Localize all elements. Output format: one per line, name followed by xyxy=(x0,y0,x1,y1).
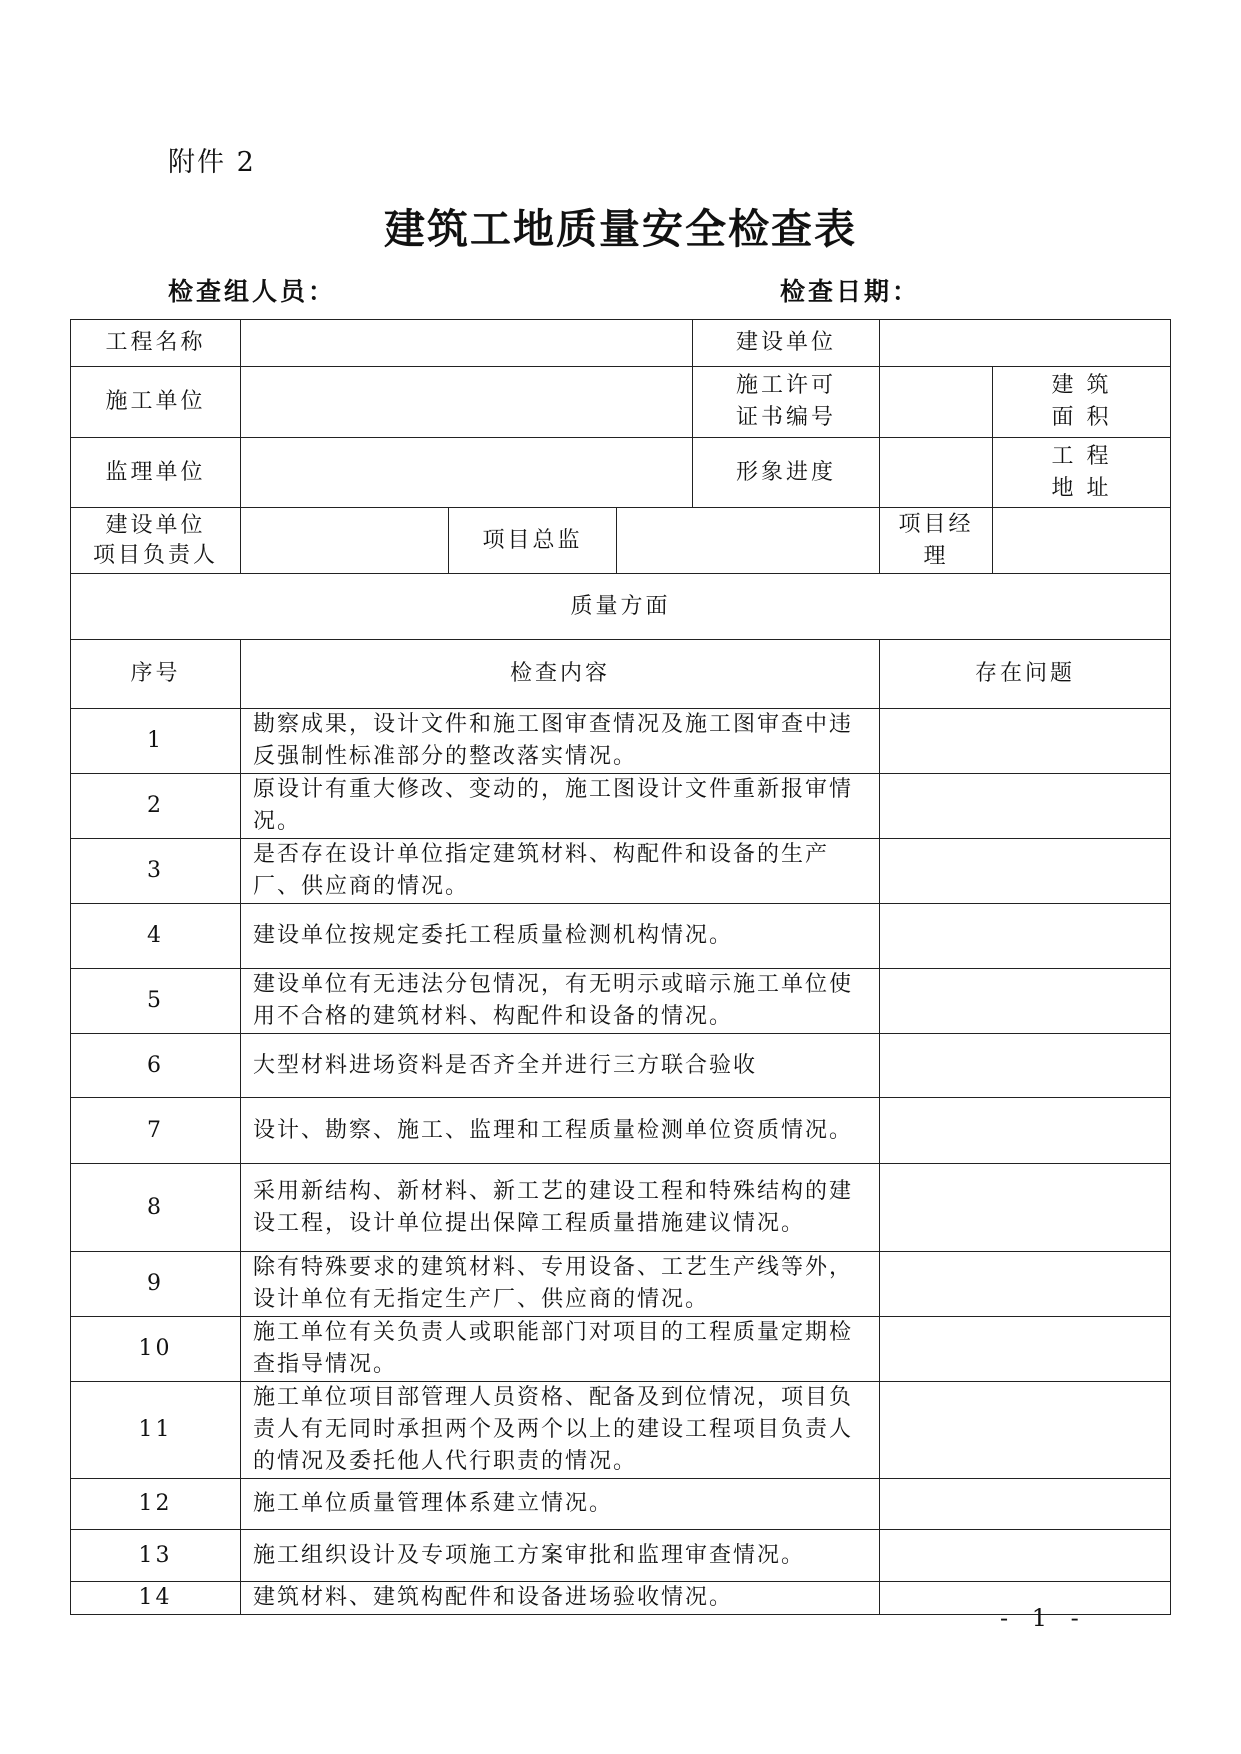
project-name-label: 工程名称 xyxy=(71,320,241,367)
inspection-date-label: 检查日期： xyxy=(780,277,921,306)
owner-unit-field[interactable] xyxy=(880,320,1171,367)
header-content: 检查内容 xyxy=(241,640,880,709)
owner-project-lead-field[interactable] xyxy=(241,508,449,574)
project-manager-field[interactable] xyxy=(993,508,1171,574)
row-content: 施工组织设计及专项施工方案审批和监理审查情况。 xyxy=(241,1530,880,1582)
header-no: 序号 xyxy=(71,640,241,709)
row-number: 2 xyxy=(71,774,241,839)
row-content: 施工单位有关负责人或职能部门对项目的工程质量定期检查指导情况。 xyxy=(241,1317,880,1382)
attachment-label: 附件 2 xyxy=(168,147,256,178)
table-row xyxy=(71,1317,1171,1382)
project-name-field[interactable] xyxy=(241,320,693,367)
inspectors-label: 检查组人员： xyxy=(168,277,337,306)
table-row xyxy=(71,1382,1171,1479)
row-number: 4 xyxy=(71,904,241,969)
header-issues: 存在问题 xyxy=(880,640,1171,709)
row-number: 3 xyxy=(71,839,241,904)
table-row xyxy=(71,1530,1171,1582)
row-issues-field[interactable] xyxy=(880,1317,1171,1382)
section-title: 质量方面 xyxy=(71,574,1171,640)
table-row xyxy=(71,904,1171,969)
row-issues-field[interactable] xyxy=(880,1098,1171,1164)
row-content: 施工单位项目部管理人员资格、配备及到位情况，项目负责人有无同时承担两个及两个以上的建设工程项目负责人的情况及委托他人代行职责的情况。 xyxy=(241,1382,880,1479)
table-row xyxy=(71,709,1171,774)
owner-project-lead-label: 建设单位 项目负责人 xyxy=(71,508,241,574)
row-content: 建设单位按规定委托工程质量检测机构情况。 xyxy=(241,904,880,969)
project-manager-label: 项目经理 xyxy=(880,508,993,574)
table-row xyxy=(71,969,1171,1034)
construction-unit-field[interactable] xyxy=(241,367,693,438)
supervision-unit-field[interactable] xyxy=(241,438,693,508)
row-content: 大型材料进场资料是否齐全并进行三方联合验收 xyxy=(241,1034,880,1098)
progress-field[interactable] xyxy=(880,438,993,508)
row-issues-field[interactable] xyxy=(880,1034,1171,1098)
chief-supervisor-label: 项目总监 xyxy=(449,508,617,574)
project-address-label: 工 程 地 址 xyxy=(993,438,1171,508)
row-issues-field[interactable] xyxy=(880,1382,1171,1479)
row-number: 8 xyxy=(71,1164,241,1252)
row-number: 14 xyxy=(71,1582,241,1615)
row-content: 除有特殊要求的建筑材料、专用设备、工艺生产线等外，设计单位有无指定生产厂、供应商的情况。 xyxy=(241,1252,880,1317)
row-issues-field[interactable] xyxy=(880,774,1171,839)
permit-number-label: 施工许可 证书编号 xyxy=(693,367,880,438)
row-number: 9 xyxy=(71,1252,241,1317)
table-row xyxy=(71,1098,1171,1164)
row-content: 施工单位质量管理体系建立情况。 xyxy=(241,1479,880,1530)
construction-unit-label: 施工单位 xyxy=(71,367,241,438)
progress-label: 形象进度 xyxy=(693,438,880,508)
row-number: 11 xyxy=(71,1382,241,1479)
row-content: 勘察成果，设计文件和施工图审查情况及施工图审查中违反强制性标准部分的整改落实情况。 xyxy=(241,709,880,774)
table-row xyxy=(71,1479,1171,1530)
row-content: 原设计有重大修改、变动的，施工图设计文件重新报审情况。 xyxy=(241,774,880,839)
row-content: 建设单位有无违法分包情况，有无明示或暗示施工单位使用不合格的建筑材料、构配件和设备的情况。 xyxy=(241,969,880,1034)
table-row xyxy=(71,1034,1171,1098)
row-content: 建筑材料、建筑构配件和设备进场验收情况。 xyxy=(241,1582,880,1615)
table-row xyxy=(71,774,1171,839)
row-issues-field[interactable] xyxy=(880,839,1171,904)
row-number: 13 xyxy=(71,1530,241,1582)
row-number: 7 xyxy=(71,1098,241,1164)
row-issues-field[interactable] xyxy=(880,904,1171,969)
row-number: 1 xyxy=(71,709,241,774)
row-number: 10 xyxy=(71,1317,241,1382)
row-number: 5 xyxy=(71,969,241,1034)
row-issues-field[interactable] xyxy=(880,969,1171,1034)
row-content: 采用新结构、新材料、新工艺的建设工程和特殊结构的建设工程，设计单位提出保障工程质量措施建议情况。 xyxy=(241,1164,880,1252)
row-content: 是否存在设计单位指定建筑材料、构配件和设备的生产厂、供应商的情况。 xyxy=(241,839,880,904)
table-row xyxy=(71,1252,1171,1317)
inspection-table xyxy=(70,319,1171,1615)
row-issues-field[interactable] xyxy=(880,709,1171,774)
row-content: 设计、勘察、施工、监理和工程质量检测单位资质情况。 xyxy=(241,1098,880,1164)
row-issues-field[interactable] xyxy=(880,1164,1171,1252)
building-area-label: 建 筑 面 积 xyxy=(993,367,1171,438)
permit-number-field[interactable] xyxy=(880,367,993,438)
page-number: - 1 - xyxy=(1000,1604,1087,1632)
supervision-unit-label: 监理单位 xyxy=(71,438,241,508)
row-number: 12 xyxy=(71,1479,241,1530)
table-row xyxy=(71,1164,1171,1252)
owner-unit-label: 建设单位 xyxy=(693,320,880,367)
row-number: 6 xyxy=(71,1034,241,1098)
row-issues-field[interactable] xyxy=(880,1530,1171,1582)
row-issues-field[interactable] xyxy=(880,1479,1171,1530)
row-issues-field[interactable] xyxy=(880,1252,1171,1317)
table-row xyxy=(71,839,1171,904)
page-title: 建筑工地质量安全检查表 xyxy=(384,205,857,253)
chief-supervisor-field[interactable] xyxy=(617,508,880,574)
